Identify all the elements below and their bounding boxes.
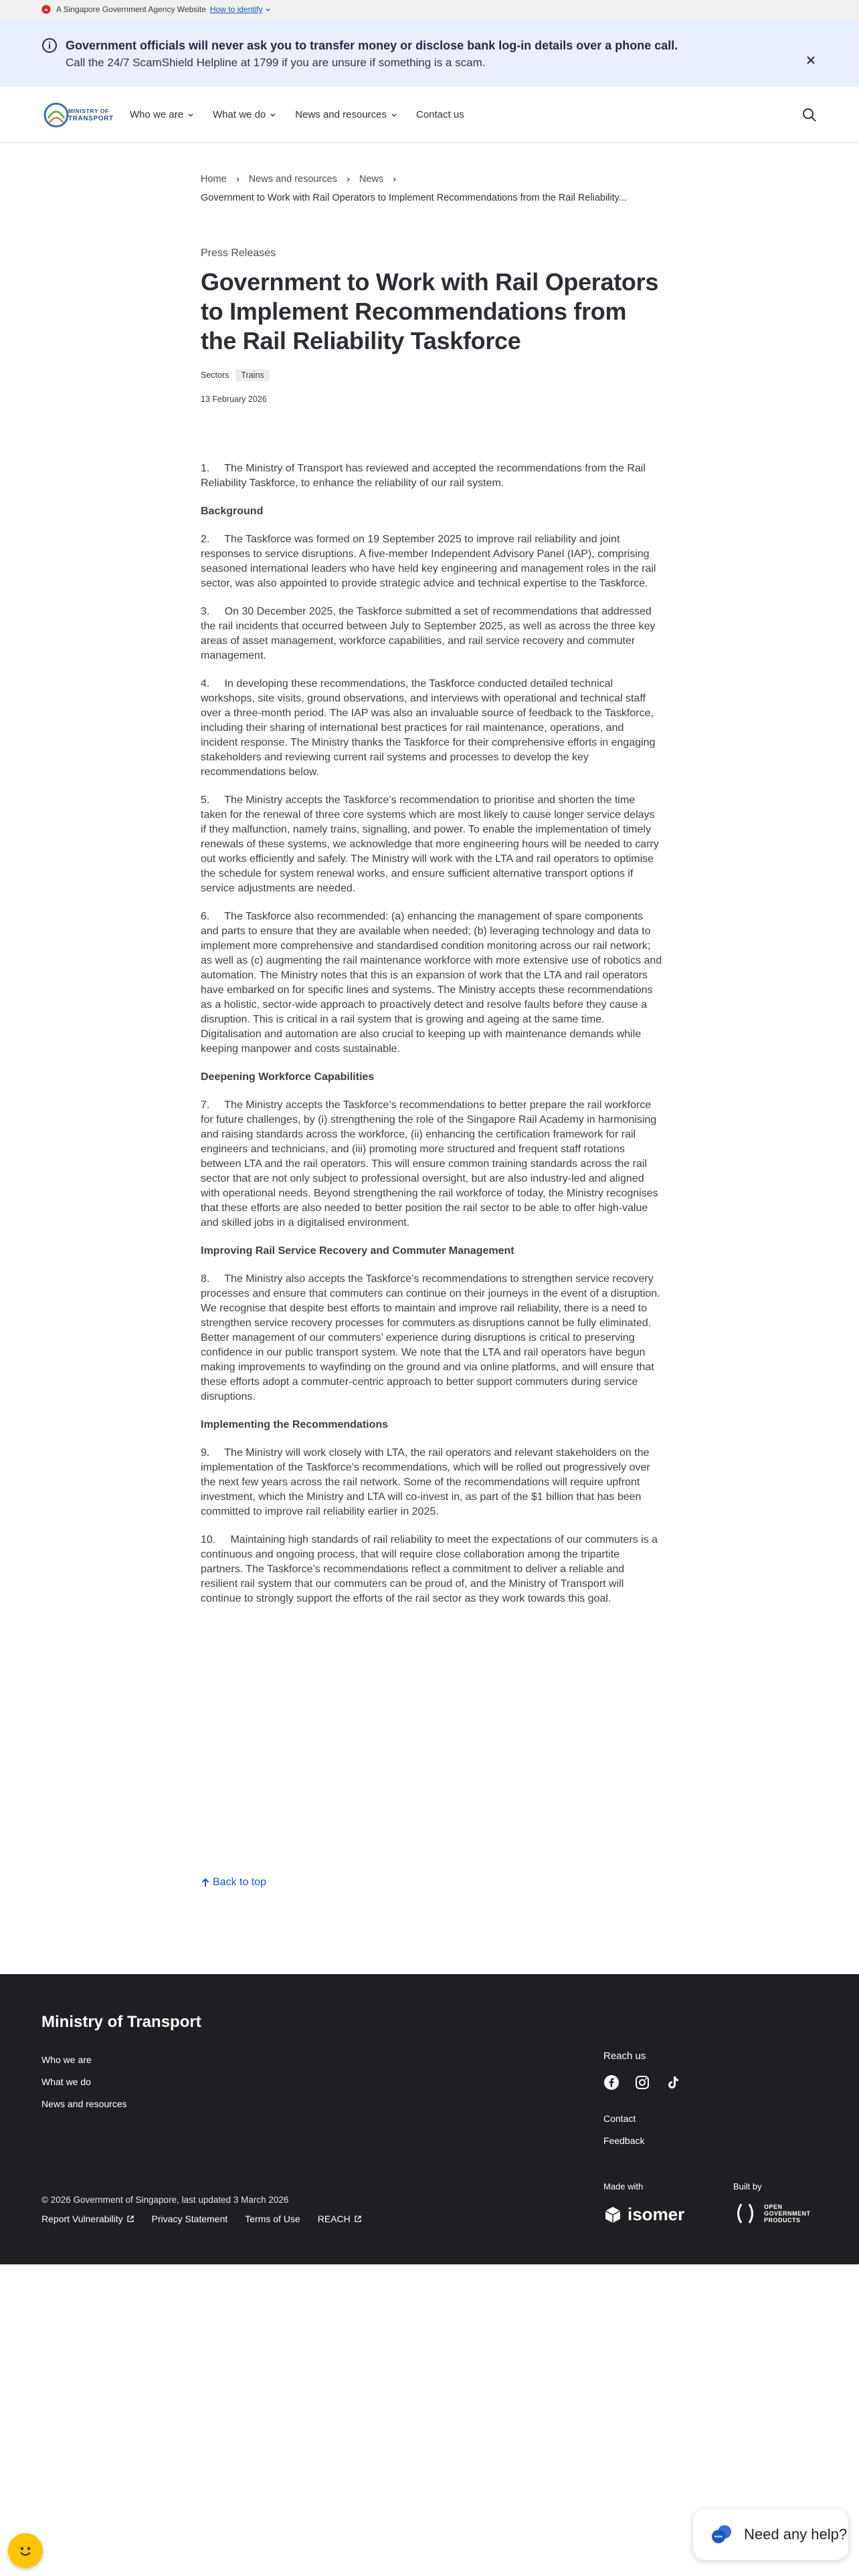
article-category: Press Releases xyxy=(201,247,276,259)
reach-us-heading: Reach us xyxy=(603,2050,646,2062)
paragraph-8: 8. The Ministry also accepts the Taskforce’s recommendations to strengthen service recovery processes and ensure that commuters can continue on their journeys in the event of a disruption. We recognise that despite best efforts to maintain and improve rail reliability, there is a need to strengthen service recovery processes for commuters as disruptions cannot be fully eliminated. Better management of our commuters’ experience during disruptions is critical to preserving confidence in our public transport system. We note that the LTA and rail operators have begun making improvements to wayfinding on the ground and via online platforms, and will ensure that these efforts adopt a commuter-centric approach to better support commuters during service disruptions. xyxy=(201,1273,660,1402)
masthead-text: A Singapore Government Agency Website xyxy=(56,5,206,14)
chevron-down-icon xyxy=(391,112,397,118)
isomer-cube-icon xyxy=(603,2206,622,2224)
nav-contact-us[interactable] xyxy=(416,109,464,120)
social-links xyxy=(603,2074,681,2090)
built-by-label: Built by xyxy=(733,2181,762,2191)
footer-link-contact[interactable]: Contact xyxy=(603,2113,636,2124)
nav-news-and-resources[interactable] xyxy=(295,109,397,120)
heading-implementing: Implementing the Recommendations xyxy=(201,1419,389,1430)
reach-link[interactable] xyxy=(318,2214,362,2224)
paragraph-2: 2. The Taskforce was formed on 19 September 2025 to improve rail reliability and joint responses to service disruptions. A five-member Independent Advisory Panel (IAP), comprising seasoned international leaders who have held key engineering and management roles in the rail sector, was also appointed to provide strategic advice and technical expertise to the Taskforce. xyxy=(201,534,656,589)
nav-what-we-do-label: What we do xyxy=(213,109,266,120)
privacy-statement-link[interactable]: Privacy Statement xyxy=(151,2214,228,2224)
nav-news-label: News and resources xyxy=(295,109,387,120)
nav-who-we-are-label: Who we are xyxy=(130,109,184,120)
ogp-line-1: OPEN xyxy=(764,2204,783,2210)
main-content xyxy=(201,171,662,1604)
footer-link-news[interactable]: News and resources xyxy=(41,2099,127,2109)
external-link-icon xyxy=(354,2215,362,2223)
paragraph-1: 1. The Ministry of Transport has reviewed and accepted the recommendations from the Rail Reliability Taskforce, to enhance the reliability of our rail system. xyxy=(201,463,646,489)
ogp-line-3: PRODUCTS xyxy=(764,2217,801,2224)
made-with-label: Made with xyxy=(603,2181,644,2191)
logo-line-1: MINISTRY OF xyxy=(68,107,109,114)
chevron-down-icon[interactable] xyxy=(265,7,271,13)
chevron-right-icon xyxy=(345,177,351,183)
footer-right-links xyxy=(603,2108,644,2152)
reach-label: REACH xyxy=(317,2214,351,2224)
tag-trains[interactable]: Trains xyxy=(235,369,269,381)
main-nav xyxy=(0,87,859,143)
report-vulnerability-link[interactable] xyxy=(41,2214,134,2224)
footer-link-who-we-are[interactable]: Who we are xyxy=(41,2054,92,2065)
nav-contact-label: Contact us xyxy=(416,109,464,120)
back-to-top-link[interactable] xyxy=(201,1876,266,1889)
logo-line-2: TRANSPORT xyxy=(68,114,114,122)
breadcrumb-home[interactable]: Home xyxy=(201,174,227,185)
terms-of-use-link[interactable]: Terms of Use xyxy=(245,2214,300,2224)
page-title: Government to Work with Rail Operators to Implement Recommendations from the Rail Reliability Taskforce xyxy=(201,268,659,354)
breadcrumb xyxy=(201,171,662,206)
instagram-icon[interactable] xyxy=(634,2074,650,2090)
isomer-logo[interactable] xyxy=(603,2204,684,2225)
nav-what-we-do[interactable] xyxy=(213,109,276,120)
search-icon[interactable] xyxy=(801,107,818,123)
footer-link-what-we-do[interactable]: What we do xyxy=(41,2076,91,2087)
heading-background: Background xyxy=(201,506,264,517)
close-icon[interactable] xyxy=(804,53,818,67)
paragraph-10: 10. Maintaining high standards of rail reliability to meet the expectations of our commuters is a continuous and ongoing process, that will require close collaboration among the tripartite partners. The Taskforce’s recommendations reflect a commitment to deliver a reliable and resilient rail system that our commuters can be proud of, and the Ministry of Transport will continue to strongly support the efforts of the rail sector as they work towards this goal. xyxy=(201,1534,658,1604)
chevron-right-icon xyxy=(391,177,397,183)
tiktok-icon[interactable] xyxy=(665,2074,681,2090)
article-tags xyxy=(201,369,270,381)
info-icon xyxy=(41,37,58,53)
paragraph-5: 5. The Ministry accepts the Taskforce’s recommendation to prioritise and shorten the time taken for the renewal of three core systems which are most likely to cause longer service delays if they malfunction, namely trains, signalling, and power. To enable the implementation of timely renewals of these systems, we acknowledge that more engineering hours will be needed to carry out works efficiently and safely. The Ministry will work with the LTA and rail operators to optimise the schedule for system renewal works, and ensure sufficient alternative transport options if service adjustments are needed. xyxy=(201,794,659,894)
paragraph-3: 3. On 30 December 2025, the Taskforce submitted a set of recommendations that addressed the rail incidents that occurred between July to September 2025, as well as across the three key areas of asset management, workforce capabilities, and rail service recovery and commuter management. xyxy=(201,606,656,661)
external-link-icon xyxy=(126,2215,134,2223)
chat-bubble-icon xyxy=(710,2523,733,2546)
nav-who-we-are[interactable] xyxy=(130,109,194,120)
legal-links xyxy=(41,2214,362,2224)
mot-logo[interactable] xyxy=(41,98,112,132)
article-body xyxy=(201,461,662,1620)
chevron-down-icon xyxy=(187,112,194,118)
ogp-bracket-icon xyxy=(733,2202,757,2226)
chevron-right-icon xyxy=(235,177,241,183)
scam-alert-banner xyxy=(0,19,859,87)
paragraph-4: 4. In developing these recommendations, the Taskforce conducted detailed technical workshops, site visits, ground observations, and interviews with operational and technical staff over a three-month period. The IAP was also an invaluable source of feedback to the Taskforce, including their sharing of international best practices for rail maintenance, operations, and incident response. The Ministry thanks the Taskforce for their comprehensive efforts in engaging stakeholders and reviewing current rail systems and processes to develop the key recommendations below. xyxy=(201,678,656,778)
heading-workforce: Deepening Workforce Capabilities xyxy=(201,1071,375,1083)
report-vulnerability-label: Report Vulnerability xyxy=(41,2214,123,2224)
breadcrumb-news-and-resources[interactable]: News and resources xyxy=(248,174,337,185)
footer-links xyxy=(41,2049,127,2115)
breadcrumb-news[interactable]: News xyxy=(359,174,384,185)
tag-label: Sectors xyxy=(201,370,229,380)
ogp-line-2: GOVERNMENT xyxy=(764,2210,811,2217)
back-to-top-label: Back to top xyxy=(213,1876,267,1888)
smiley-bot-icon xyxy=(15,2540,36,2561)
copyright-text: © 2026 Government of Singapore, last updated 3 March 2026 xyxy=(41,2195,289,2205)
site-footer xyxy=(0,1974,859,2264)
article-date: 13 February 2026 xyxy=(201,395,267,404)
arrow-up-icon xyxy=(201,1877,210,1888)
isomer-wordmark: isomer xyxy=(628,2204,685,2224)
paragraph-6: 6. The Taskforce also recommended: (a) enhancing the management of spare components and parts to ensure that they are available when needed; (b) leveraging technology and data to implement more comprehensive and standardised condition monitoring across our rail network; as well as (c) augmenting the rail maintenance workforce with more extensive use of robotics and automation. The Ministry notes that this is an expansion of work that the LTA and rail operators have embarked on for specific lines and systems. The Ministry accepts these recommendations as a holistic, sector-wide approach to proactively detect and resolve faults before they cause a disruption. This is critical in a rail system that is growing and ageing at the same time. Digitalisation and automation are also crucial to keeping up with maintenance demands while keeping manpower and costs sustainable. xyxy=(201,911,662,1055)
alert-title: Government officials will never ask you to transfer money or disclose bank log-in details over a phone call. xyxy=(66,39,678,52)
gov-masthead xyxy=(0,0,859,19)
heading-recovery: Improving Rail Service Recovery and Commuter Management xyxy=(201,1245,514,1257)
paragraph-7: 7. The Ministry accepts the Taskforce’s recommendations to better prepare the rail workforce for future challenges, by (i) strengthening the role of the Singapore Rail Academy in harmonising and raising standards across the workforce, (ii) enhancing the certification framework for rail engineers and technicians, and (iii) promoting more structured and frequent staff rotations between LTA and the rail operators. This will ensure common training standards across the rail sector that are not only subject to professional oversight, but are also industry-led and aligned with operational needs. Beyond strengthening the rail workforce of today, the Ministry recognises that these efforts are also needed to better position the rail sector to be able to offer high-value and skilled jobs in a digitalised environment. xyxy=(201,1099,658,1228)
need-help-button[interactable] xyxy=(693,2509,848,2560)
chatbot-avatar-button[interactable] xyxy=(8,2533,43,2568)
alert-text: Call the 24/7 ScamShield Helpline at 1799 if you are unsure if something is a scam. xyxy=(66,56,486,69)
how-to-identify-link[interactable]: How to identify xyxy=(209,5,263,14)
footer-link-feedback[interactable]: Feedback xyxy=(603,2135,645,2146)
ogp-wordmark xyxy=(764,2204,811,2224)
need-help-label: Need any help? xyxy=(744,2526,848,2543)
footer-brand: Ministry of Transport xyxy=(41,2013,201,2031)
singapore-lion-icon xyxy=(41,5,51,14)
chevron-down-icon xyxy=(270,112,276,118)
ogp-logo[interactable] xyxy=(733,2202,811,2226)
breadcrumb-current: Government to Work with Rail Operators to Implement Recommendations from the Rail Reliability... xyxy=(201,193,627,203)
facebook-icon[interactable] xyxy=(603,2074,619,2090)
paragraph-9: 9. The Ministry will work closely with LTA, the rail operators and relevant stakeholders on the implementation of the Taskforce’s recommendations, which will be rolled out progressively over the next few years across the rail network. Some of the recommendations will require upfront investment, which the Ministry and LTA will co-invest in, as part of the $1 billion that has been committed to improve rail reliability earlier in 2025. xyxy=(201,1447,650,1517)
